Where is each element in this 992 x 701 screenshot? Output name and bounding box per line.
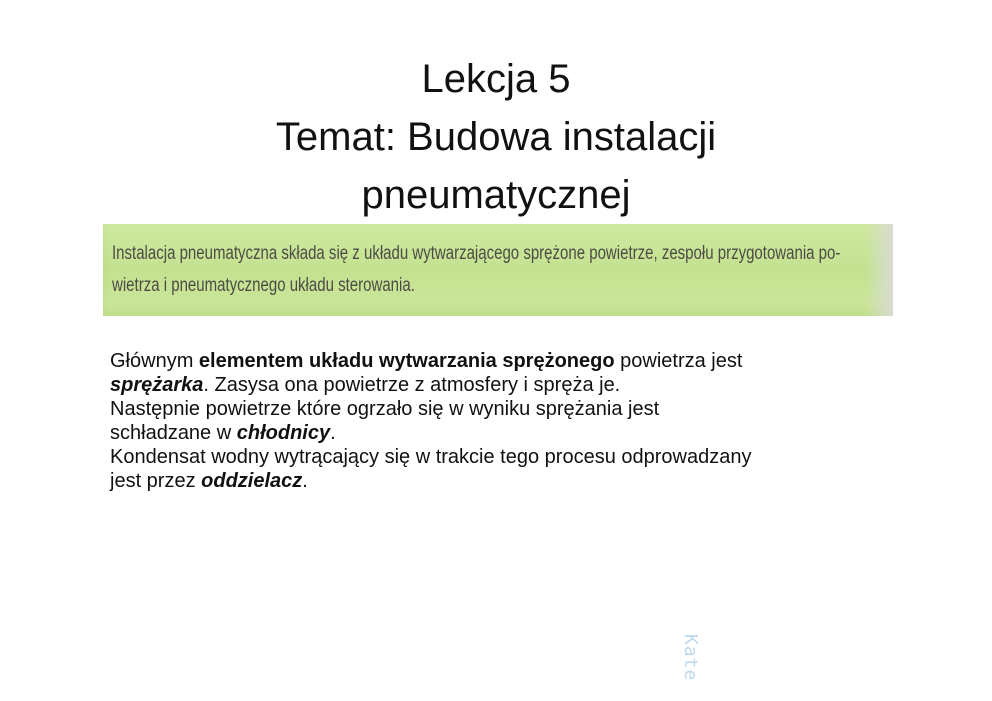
textbook-excerpt-banner bbox=[103, 224, 893, 316]
body-text: Głównym bbox=[110, 350, 199, 372]
body-line-3: Następnie powietrze które ogrzało się w wyniku sprężania jest bbox=[110, 398, 660, 420]
body-line-6 bbox=[110, 469, 910, 493]
body-line-1 bbox=[110, 349, 910, 373]
term-oddzielacz: oddzielacz bbox=[201, 470, 303, 492]
bold-phrase: elementem układu wytwarzania sprężonego bbox=[198, 350, 615, 372]
body-text: . bbox=[302, 470, 308, 492]
slide-title bbox=[0, 50, 992, 224]
term-sprezarka: sprężarka bbox=[110, 374, 204, 396]
banner-text bbox=[112, 238, 841, 302]
body-text: . Zasysa ona powietrze z atmosfery i spręża je. bbox=[203, 374, 621, 396]
body-text: jest przez bbox=[110, 470, 202, 492]
body-text: schładzane w bbox=[110, 422, 237, 444]
term-chlodnica: chłodnicy bbox=[236, 422, 331, 444]
title-line-2: Temat: Budowa instalacji bbox=[275, 115, 717, 159]
slide-body-text bbox=[110, 349, 910, 493]
banner-line-2: wietrza i pneumatycznego układu sterowania. bbox=[112, 275, 415, 296]
body-text: powietrza jest bbox=[614, 350, 743, 372]
body-line-2 bbox=[110, 373, 910, 397]
title-line-3: pneumatycznej bbox=[361, 173, 631, 217]
title-line-1: Lekcja 5 bbox=[421, 57, 571, 101]
watermark-text: Kate bbox=[680, 634, 701, 682]
body-text: . bbox=[330, 422, 336, 444]
banner-line-1: Instalacja pneumatyczna składa się z układu wytwarzającego sprężone powietrze, zespołu przygotowania po- bbox=[112, 243, 841, 264]
body-line-5: Kondensat wodny wytrącający się w trakcie tego procesu odprowadzany bbox=[110, 446, 752, 468]
body-line-4 bbox=[110, 421, 910, 445]
